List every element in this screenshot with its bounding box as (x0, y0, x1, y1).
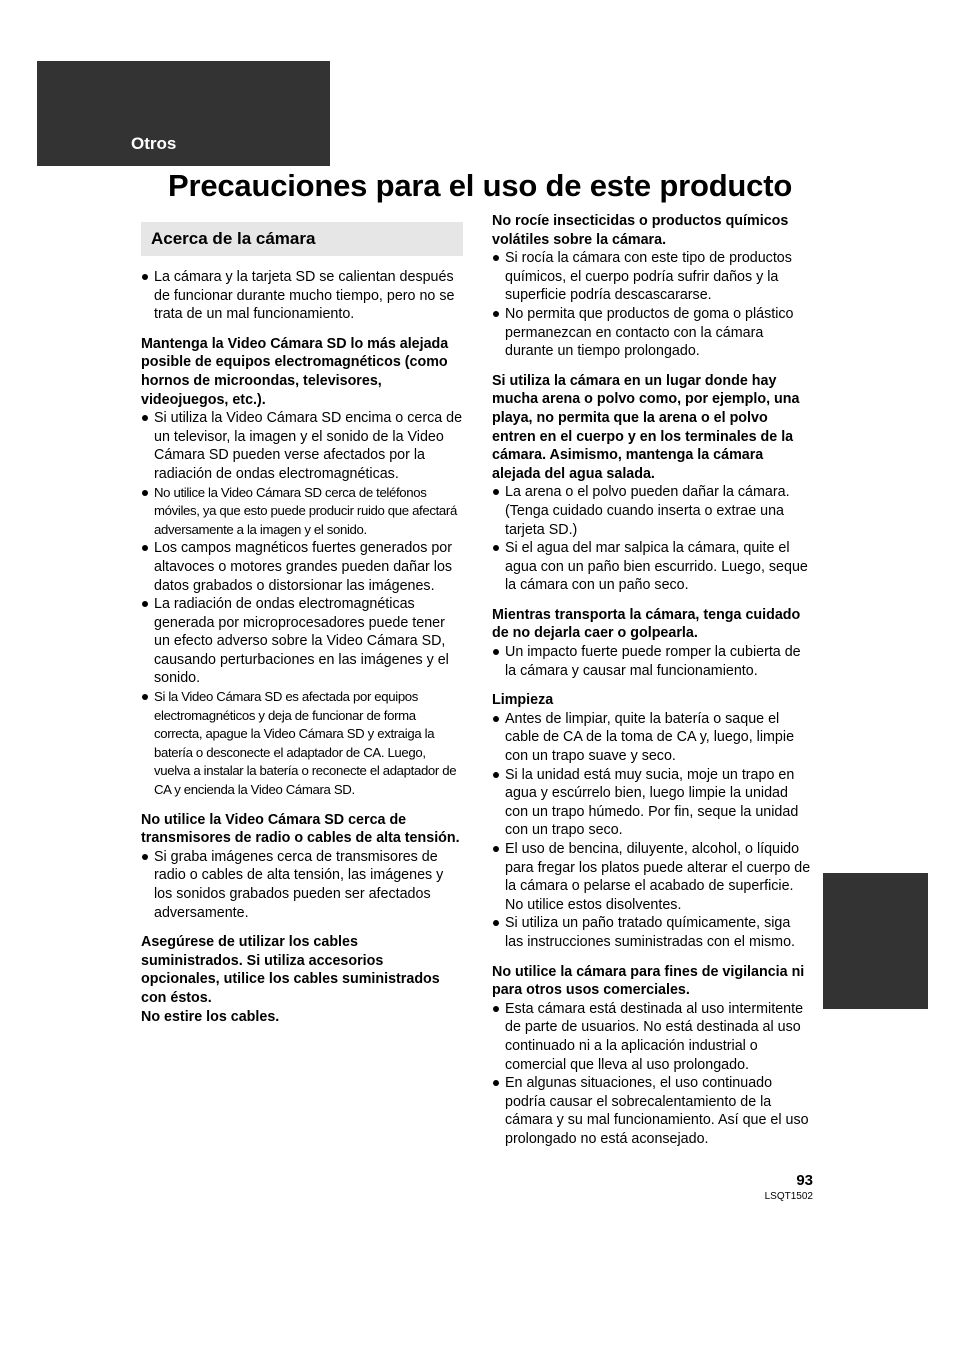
bullet-item: La arena o el polvo pueden dañar la cámara. (Tenga cuidado cuando inserta o extrae una tarjeta SD.) (492, 483, 812, 539)
block-heading: Mientras transporta la cámara, tenga cuidado de no dejarla caer o golpearla. (492, 606, 801, 642)
section-tab (37, 61, 330, 166)
section-label: Otros (131, 134, 177, 153)
document-code: LSQT1502 (764, 1191, 813, 1202)
bullet-item: Los campos magnéticos fuertes generados por altavoces o motores grandes pueden dañar los datos grabados o distorsionar las imágenes. (141, 539, 463, 595)
block-heading: Limpieza (492, 692, 554, 709)
bullet-list (141, 409, 463, 799)
bullet-list (492, 710, 812, 952)
bullet-item: Si utiliza la Video Cámara SD encima o cerca de un televisor, la imagen y el sonido de la Video Cámara SD pueden verse afectados por la radiación de ondas electromagnéticas. (141, 409, 463, 483)
bullet-list (141, 268, 463, 324)
bullet-list (492, 643, 812, 680)
cables-note: No estire los cables. (141, 1008, 280, 1025)
page-title: Precauciones para el uso de este producto (168, 168, 793, 203)
block-insecticides (492, 212, 812, 361)
bullet-item: En algunas situaciones, el uso continuado podría causar el sobrecalentamiento de la cámara y su mal funcionamiento. Así que el uso prolongado no está aconsejado. (492, 1074, 812, 1148)
bullet-item: Si graba imágenes cerca de transmisores de radio o cables de alta tensión, las imágenes y los sonidos grabados pueden ser afectados adversamente. (141, 848, 463, 922)
bullet-list (492, 1000, 812, 1149)
bullet-item: Si el agua del mar salpica la cámara, quite el agua con un paño bien escurrido. Luego, seque la cámara con un paño seco. (492, 539, 812, 595)
block-surveillance (492, 963, 812, 1149)
bullet-item: Esta cámara está destinada al uso intermitente de parte de usuarios. No está destinada al uso continuado ni a la aplicación industrial o comercial que lleva al uso prolongado. (492, 1000, 812, 1074)
left-column (141, 222, 463, 1037)
bullet-item: Antes de limpiar, quite la batería o saque el cable de CA de la toma de CA y, luego, limpie con un trapo suave y seco. (492, 710, 812, 766)
bullet-item: Si rocía la cámara con este tipo de productos químicos, el cuerpo podría sufrir daños y la superficie podría descascararse. (492, 249, 812, 305)
bullet-item: Un impacto fuerte puede romper la cubierta de la cámara y causar mal funcionamiento. (492, 643, 812, 680)
block-heading: No rocíe insecticidas o productos químicos volátiles sobre la cámara. (492, 213, 789, 248)
bullet-item: El uso de bencina, diluyente, alcohol, o líquido para fregar los platos puede alterar el cuerpo de la cámara o pelarse el acabado de superficie. No utilice estos disolventes. (492, 840, 812, 914)
block-heading: Si utiliza la cámara en un lugar donde hay mucha arena o polvo como, por ejemplo, una playa, no permita que la arena o el polvo entren en el cuerpo y en los terminales de la cámara. Asimismo, mantenga la cámara alejada del agua salada. (492, 372, 800, 482)
bullet-list (141, 848, 463, 922)
page-number: 93 (796, 1172, 813, 1189)
subheading: Acerca de la cámara (141, 222, 463, 256)
block-sand-dust (492, 372, 812, 595)
bullet-item: No utilice la Video Cámara SD cerca de teléfonos móviles, ya que esto puede producir ruido que afectará adversamente a la imagen y el sonido. (141, 484, 463, 540)
block-heading: Asegúrese de utilizar los cables suministrados. Si utiliza accesorios opcionales, utilice los cables suministrados con éstos. (141, 934, 440, 1006)
block-electromagnetic (141, 335, 463, 800)
bullet-item: La radiación de ondas electromagnéticas generada por microprocesadores puede tener un efecto adverso sobre la Video Cámara SD, causando perturbaciones en las imágenes y el sonido. (141, 595, 463, 688)
block-cleaning (492, 691, 812, 951)
block-transport (492, 606, 812, 680)
bullet-item: Si la unidad está muy sucia, moje un trapo en agua y escúrrelo bien, luego limpie la unidad con un trapo húmedo. Por fin, seque la unidad con un trapo seco. (492, 766, 812, 840)
bullet-item: Si la Video Cámara SD es afectada por equipos electromagnéticos y deja de funcionar de forma correcta, apague la Video Cámara SD y extraiga la batería o desconecte el adaptador de CA. Luego, vuelva a instalar la batería o reconecte el adaptador de CA y encienda la Video Cámara SD. (141, 688, 463, 800)
block-heading: No utilice la cámara para fines de vigilancia ni para otros usos comerciales. (492, 963, 805, 999)
bullet-item: No permita que productos de goma o plástico permanezcan en contacto con la cámara durante un tiempo prolongado. (492, 305, 812, 361)
block-heading: No utilice la Video Cámara SD cerca de transmisores de radio o cables de alta tensión. (141, 811, 460, 847)
bullet-list (492, 483, 812, 595)
intro-block (141, 268, 463, 324)
block-heading: Mantenga la Video Cámara SD lo más alejada posible de equipos electromagnéticos (como hornos de microondas, televisores, videojuegos, etc.). (141, 335, 449, 408)
bullet-item: Si utiliza un paño tratado químicamente, siga las instrucciones suministradas con el mismo. (492, 914, 812, 951)
side-index-tab (823, 873, 928, 1009)
block-radio-transmitters (141, 811, 463, 923)
bullet-item: La cámara y la tarjeta SD se calientan después de funcionar durante mucho tiempo, pero no se trata de un mal funcionamiento. (141, 268, 463, 324)
block-cables (141, 933, 463, 1026)
bullet-list (492, 249, 812, 361)
right-column (492, 212, 812, 1160)
